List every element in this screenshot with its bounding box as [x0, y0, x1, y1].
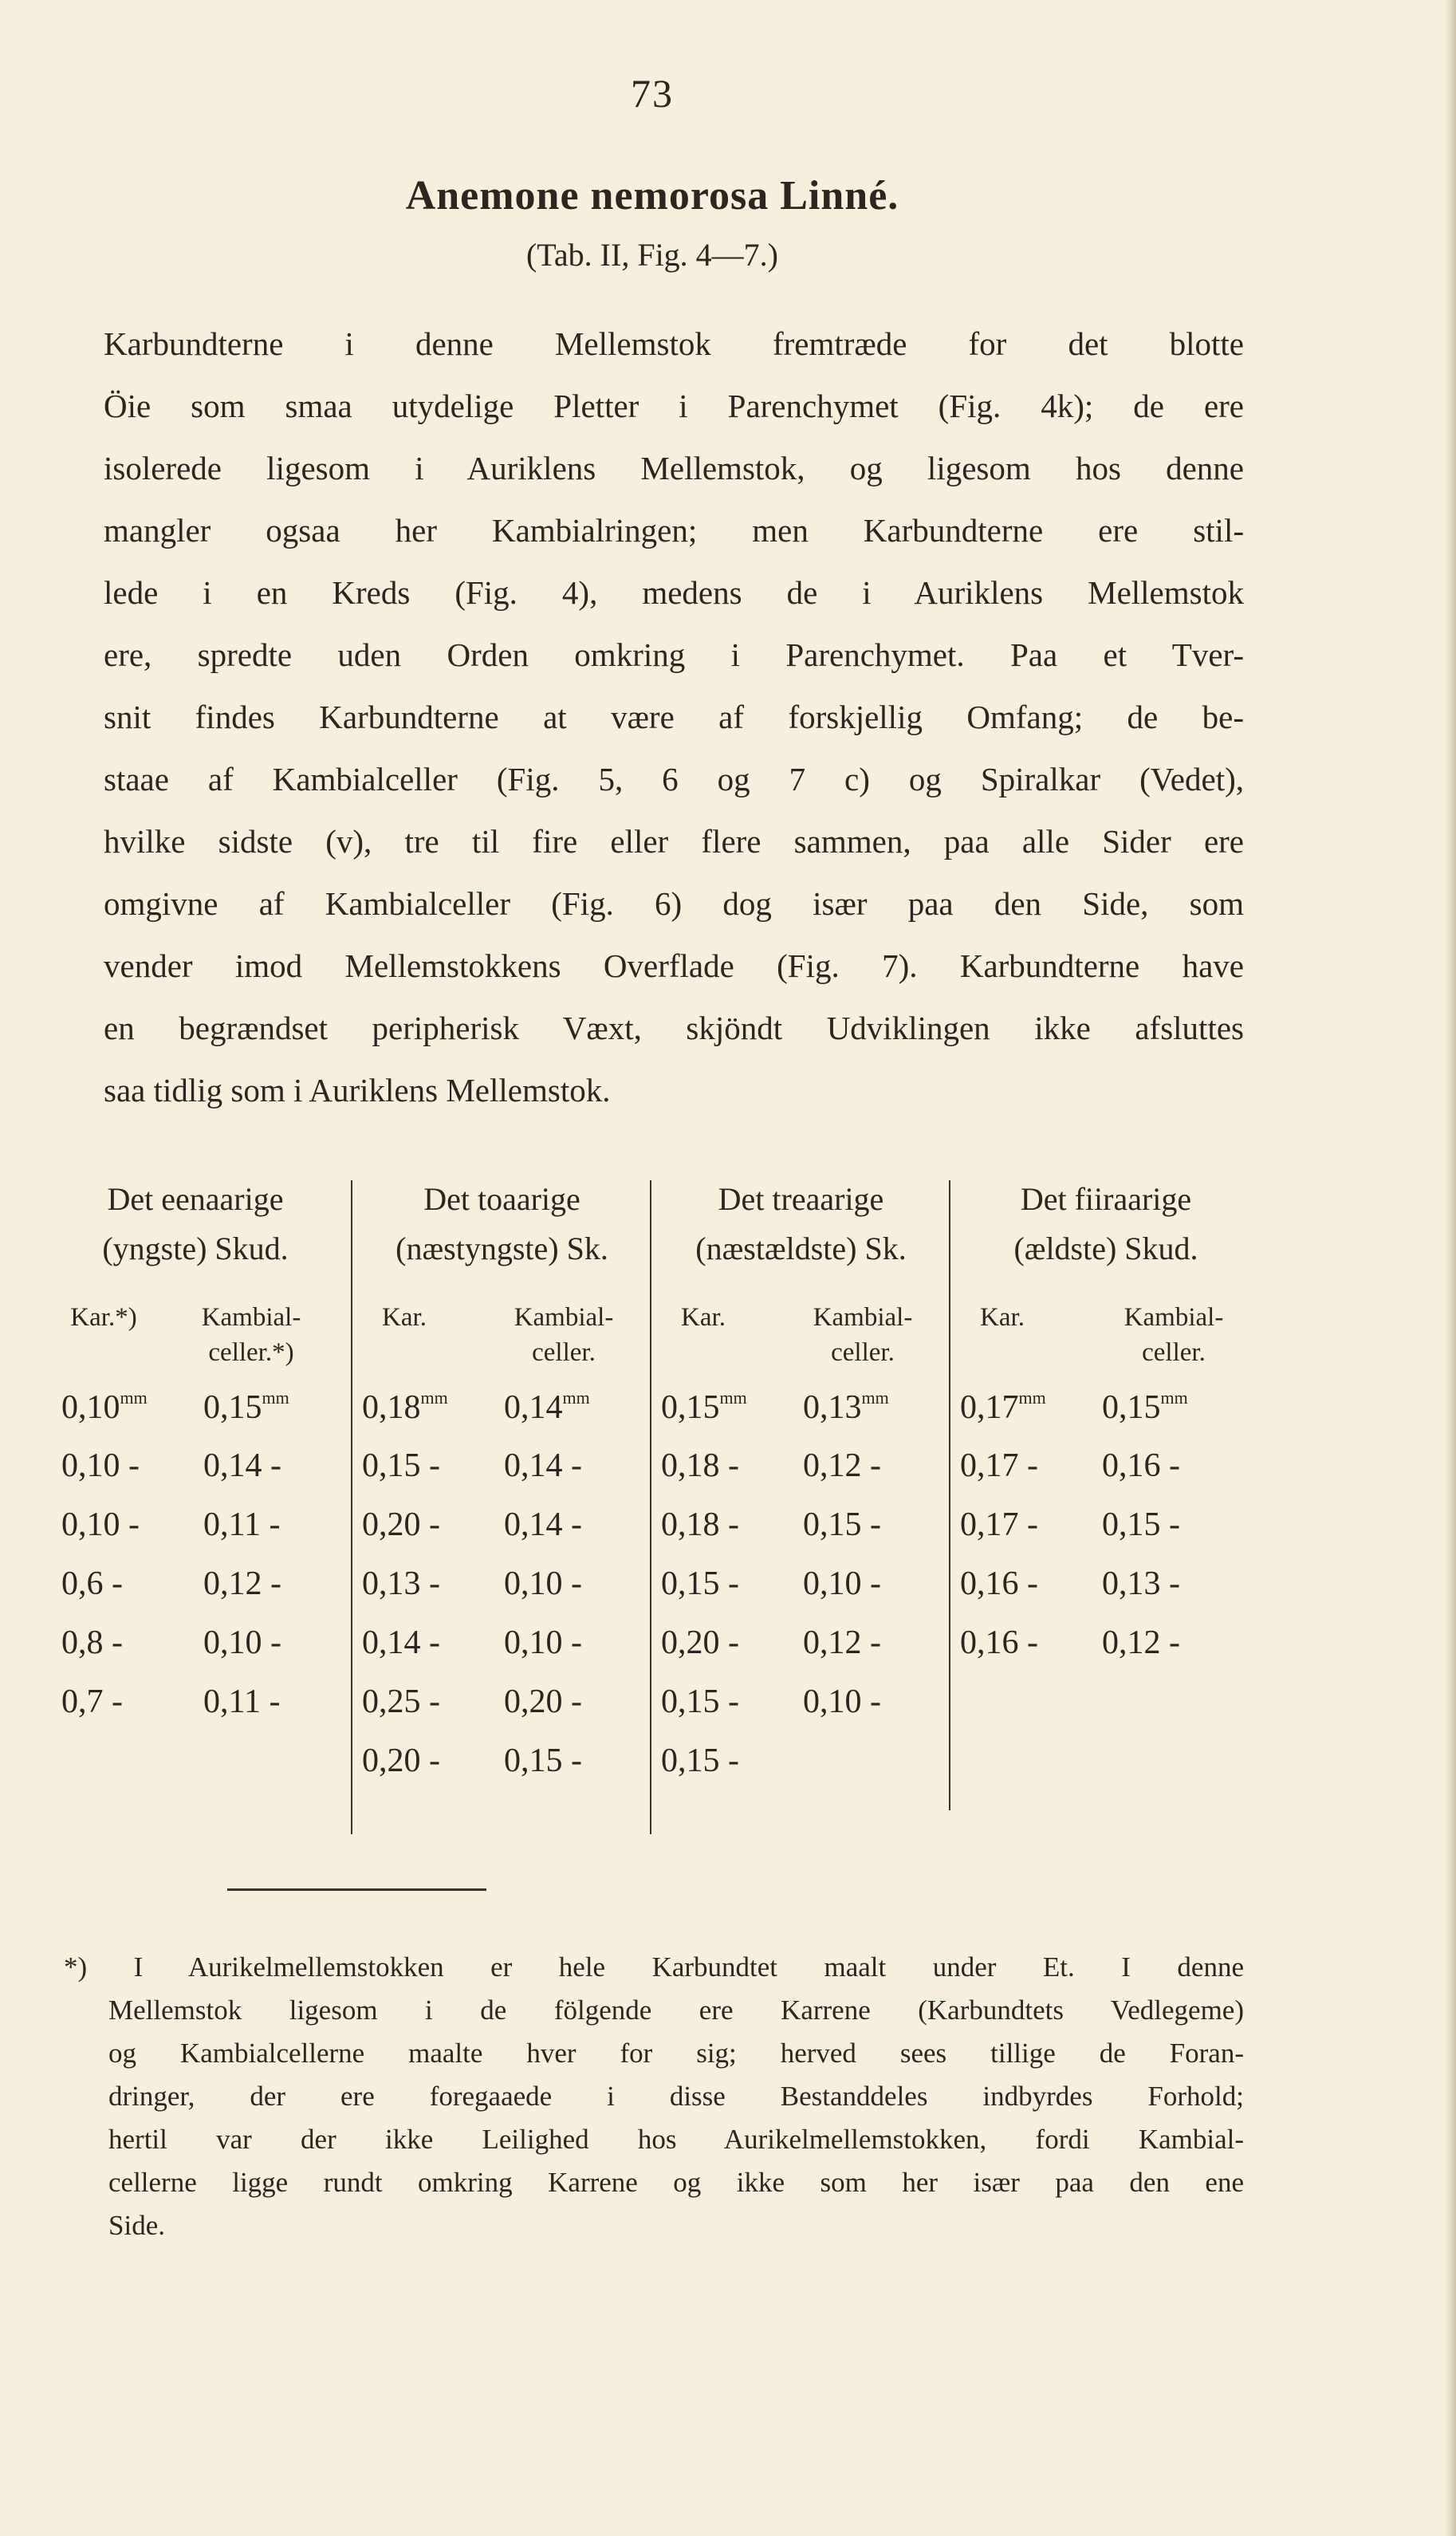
unit-mark: mm: [1160, 1388, 1188, 1408]
kambial-value: 0,10 -: [504, 1624, 582, 1661]
page-edge: [1445, 0, 1456, 2536]
kar-label: Kar.: [681, 1303, 726, 1332]
measurement-table: [52, 1180, 1260, 1834]
kambial-value: 0,10 -: [504, 1565, 582, 1602]
kambial-value: 0,12 -: [1102, 1624, 1180, 1661]
body-text: [104, 313, 1244, 1121]
section-subtitle: (Tab. II, Fig. 4—7.): [525, 237, 779, 273]
kar-value: 0,15 -: [661, 1565, 739, 1602]
kambial-value: 0,13 -: [1102, 1565, 1180, 1602]
body-line: hvilke sidste (v), tre til fire eller flere sammen, paa alle Sider ere: [104, 823, 1244, 860]
table-column: [650, 1180, 950, 1834]
kar-value: $0,18^{mm}$: [362, 1388, 448, 1426]
kambial-value: $0,14^{mm}$: [504, 1388, 590, 1426]
body-line: en begrændset peripherisk Væxt, skjöndt Udviklingen ikke afsluttes: [104, 1010, 1244, 1046]
body-line: snit findes Karbundterne at være af forskjellig Omfang; de be-: [104, 699, 1244, 735]
body-line: Karbundterne i denne Mellemstok fremtræde for det blotte: [104, 325, 1244, 362]
kambial-value: 0,10 -: [803, 1683, 881, 1720]
kambial-value: 0,10 -: [203, 1624, 281, 1661]
table-row: [950, 1388, 1261, 1447]
column-subheading: (ældste) Skud.: [1013, 1231, 1198, 1266]
kar-value: 0,20 -: [362, 1743, 440, 1779]
kambial-value: $0,15^{mm}$: [203, 1388, 289, 1426]
table-row: [651, 1683, 950, 1742]
table-row: [52, 1447, 339, 1506]
kambial-label: Kambial-celler.: [514, 1303, 614, 1367]
kar-value: $0,10^{mm}$: [61, 1388, 148, 1426]
table-row: [950, 1506, 1261, 1565]
kar-value: 0,20 -: [362, 1506, 440, 1543]
kar-value: 0,7 -: [61, 1683, 123, 1720]
kar-value: $0,17^{mm}$: [960, 1388, 1046, 1426]
kar-value: 0,17 -: [960, 1506, 1038, 1543]
kar-value: 0,15 -: [362, 1447, 440, 1484]
kar-label: Kar.: [980, 1303, 1025, 1332]
page-number: 73: [631, 71, 674, 116]
kar-value: 0,10 -: [61, 1506, 140, 1543]
kambial-value: 0,20 -: [504, 1683, 582, 1720]
footnote-line: Side.: [108, 2210, 165, 2241]
kar-value: $0,15^{mm}$: [661, 1388, 747, 1426]
table-column: [949, 1180, 1261, 1810]
kambial-value: 0,10 -: [803, 1565, 881, 1602]
table-row: [950, 1624, 1261, 1683]
kar-value: 0,14 -: [362, 1624, 440, 1661]
kar-label: Kar.: [382, 1303, 427, 1332]
body-line: saa tidlig som i Auriklens Mellemstok.: [104, 1072, 611, 1109]
kar-value: 0,20 -: [661, 1624, 739, 1661]
table-row: [651, 1624, 950, 1683]
kar-value: 0,17 -: [960, 1447, 1038, 1484]
kar-value: 0,15 -: [661, 1743, 739, 1779]
footnote-line: cellerne ligge rundt omkring Karrene og ikke som her især paa den ene: [108, 2167, 1244, 2198]
column-heading: Det eenaarige: [107, 1181, 284, 1217]
column-heading: Det fiiraarige: [1020, 1181, 1192, 1217]
kambial-value: 0,12 -: [803, 1447, 881, 1484]
kambial-value: 0,12 -: [203, 1565, 281, 1602]
kar-value: 0,6 -: [61, 1565, 123, 1602]
unit-mark: mm: [420, 1388, 448, 1408]
body-line: staae af Kambialceller (Fig. 5, 6 og 7 c) og Spiralkar (Vedet),: [104, 761, 1244, 797]
unit-mark: mm: [1018, 1388, 1046, 1408]
kambial-value: 0,14 -: [504, 1506, 582, 1543]
kambial-value: 0,15 -: [803, 1506, 881, 1543]
section-title: Anemone nemorosa Linné.: [405, 173, 899, 219]
table-row: [52, 1624, 339, 1683]
kambial-value: 0,12 -: [803, 1624, 881, 1661]
footnote-line: hertil var der ikke Leilighed hos Aurikelmellemstokken, fordi Kambial-: [108, 2124, 1244, 2155]
column-heading: Det toaarige: [423, 1181, 580, 1217]
table-column: [351, 1180, 651, 1834]
kar-value: 0,10 -: [61, 1447, 140, 1484]
kar-value: 0,18 -: [661, 1506, 739, 1543]
footnote: [64, 1946, 1244, 2247]
table-row: [52, 1506, 339, 1565]
table-row: [651, 1506, 950, 1565]
table-row: [352, 1683, 651, 1742]
kar-value: 0,15 -: [661, 1683, 739, 1720]
table-row: [950, 1565, 1261, 1624]
table-row: [52, 1388, 339, 1447]
table-row: [651, 1565, 950, 1624]
column-subheading: (yngste) Skud.: [102, 1231, 289, 1266]
kambial-value: 0,15 -: [1102, 1506, 1180, 1543]
kambial-value: 0,11 -: [203, 1683, 281, 1720]
table-row: [52, 1683, 339, 1742]
kambial-value: 0,16 -: [1102, 1447, 1180, 1484]
unit-mark: mm: [562, 1388, 590, 1408]
body-line: Öie som smaa utydelige Pletter i Parenchymet (Fig. 4k); de ere: [104, 388, 1244, 424]
footnote-line: Mellemstok ligesom i de fölgende ere Karrene (Karbundtets Vedlegeme): [108, 1995, 1244, 2026]
column-subheading: (næstyngste) Sk.: [395, 1231, 608, 1266]
unit-mark: mm: [120, 1388, 148, 1408]
table-row: [352, 1624, 651, 1683]
table-row: [651, 1447, 950, 1506]
body-line: ere, spredte uden Orden omkring i Parenchymet. Paa et Tver-: [104, 636, 1244, 673]
footnote-line: og Kambialcellerne maalte hver for sig; herved sees tillige de Foran-: [108, 2038, 1244, 2069]
body-line: lede i en Kreds (Fig. 4), medens de i Auriklens Mellemstok: [104, 574, 1244, 611]
table-row: [651, 1388, 950, 1447]
kambial-value: 0,14 -: [203, 1447, 281, 1484]
kar-value: 0,8 -: [61, 1624, 123, 1661]
body-line: mangler ogsaa her Kambialringen; men Karbundterne ere stil-: [104, 512, 1244, 549]
column-heading: Det treaarige: [718, 1181, 884, 1217]
unit-mark: mm: [719, 1388, 747, 1408]
kambial-value: 0,11 -: [203, 1506, 281, 1543]
kambial-label: Kambial-celler.: [813, 1303, 913, 1367]
table-row: [352, 1388, 651, 1447]
table-row: [950, 1447, 1261, 1506]
footnote-rule: [227, 1888, 486, 1891]
kambial-value: $0,13^{mm}$: [803, 1388, 889, 1426]
footnote-line: dringer, der ere foregaaede i disse Bestanddeles indbyrdes Forhold;: [108, 2081, 1244, 2112]
table-row: [352, 1742, 651, 1801]
table-row: [352, 1447, 651, 1506]
kar-value: 0,18 -: [661, 1447, 739, 1484]
kambial-value: 0,15 -: [504, 1743, 582, 1779]
kar-label: Kar.*): [70, 1303, 137, 1332]
body-line: isolerede ligesom i Auriklens Mellemstok, og ligesom hos denne: [104, 450, 1244, 486]
kambial-value: $0,15^{mm}$: [1102, 1388, 1188, 1426]
kambial-label: Kambial-celler.*): [201, 1303, 301, 1367]
table-row: [52, 1565, 339, 1624]
kar-value: 0,16 -: [960, 1565, 1038, 1602]
unit-mark: mm: [262, 1388, 289, 1408]
table-column: [52, 1180, 339, 1834]
table-row: [352, 1565, 651, 1624]
table-row: [651, 1742, 950, 1801]
kambial-value: 0,14 -: [504, 1447, 582, 1484]
kambial-label: Kambial-celler.: [1123, 1303, 1224, 1367]
kar-value: 0,25 -: [362, 1683, 440, 1720]
unit-mark: mm: [861, 1388, 889, 1408]
kar-value: 0,16 -: [960, 1624, 1038, 1661]
table-row: [352, 1506, 651, 1565]
kar-value: 0,13 -: [362, 1565, 440, 1602]
body-line: omgivne af Kambialceller (Fig. 6) dog især paa den Side, som: [104, 885, 1244, 922]
footnote-line: *) I Aurikelmellemstokken er hele Karbundtet maalt under Et. I denne: [64, 1951, 1244, 1983]
column-subheading: (næstældste) Sk.: [695, 1231, 907, 1266]
body-line: vender imod Mellemstokkens Overflade (Fig. 7). Karbundterne have: [104, 947, 1244, 984]
